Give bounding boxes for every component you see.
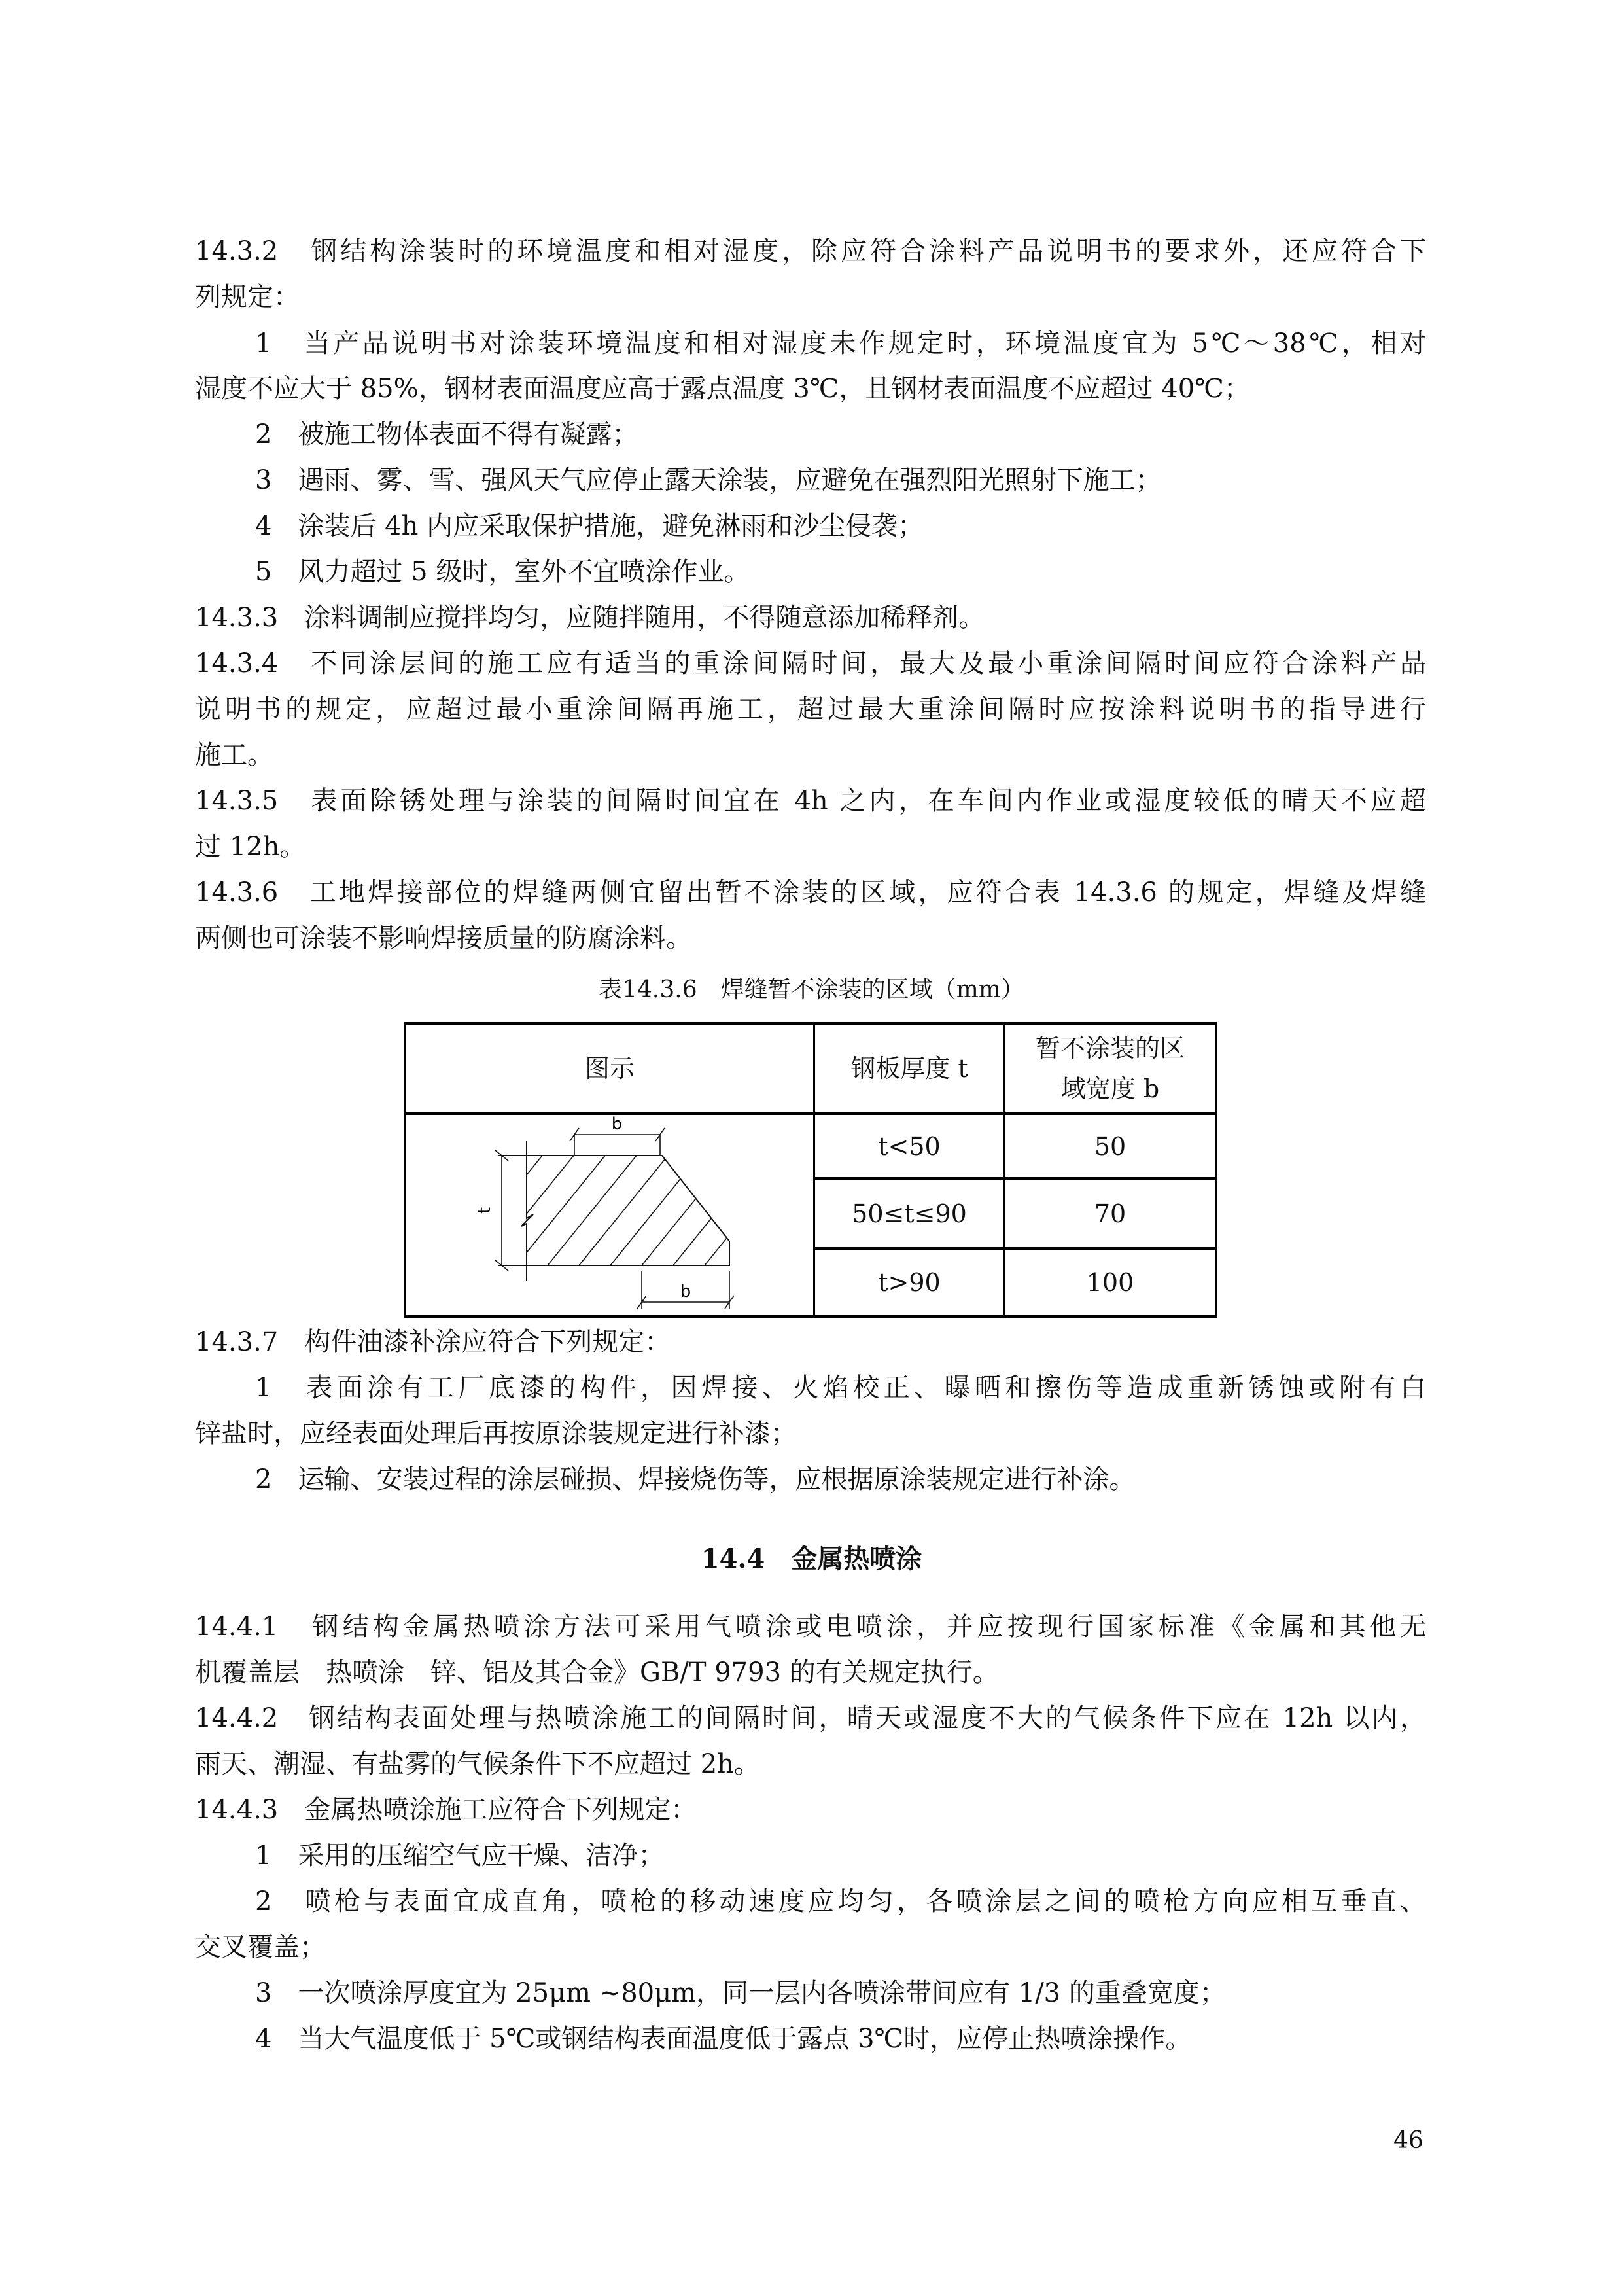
header-uncoated-width [1005, 1025, 1215, 1112]
page-number: 46 [1393, 2127, 1423, 2154]
header-uncoated-width-line-2: 域宽度 b [1060, 1074, 1160, 1103]
clause-14-4-3-item-4: 4 当大气温度低于 5℃或钢结构表面温度低于露点 3℃时，应停止热喷涂操作。 [255, 2024, 1192, 2054]
clause-14-3-2-item-3: 3 遇雨、雾、雪、强风天气应停止露天涂装，应避免在强烈阳光照射下施工； [255, 465, 1162, 495]
clause-14-4-3: 14.4.3 金属热喷涂施工应符合下列规定： [195, 1795, 697, 1825]
weld-zone-diagram [406, 1115, 813, 1315]
clause-14-4-3-item-3: 3 一次喷涂厚度宜为 25μm ~80μm，同一层内各喷涂带间应有 1/3 的重叠宽度； [255, 1978, 1226, 2008]
clause-14-4-3-item-2-line-2: 交叉覆盖； [195, 1932, 326, 1962]
section-heading-14-4: 14.4 金属热喷涂 [701, 1544, 922, 1574]
clause-14-3-7-item-1-line-2: 锌盐时，应经表面处理后再按原涂装规定进行补漆； [195, 1419, 797, 1449]
row-1-thickness: t<50 [878, 1131, 941, 1161]
clause-14-3-2-line-1: 14.3.2 钢结构涂装时的环境温度和相对湿度，除应符合涂料产品说明书的要求外，还应符合下 [195, 236, 1426, 266]
clause-14-4-1-line-2: 机覆盖层 热喷涂 锌、铝及其合金》GB/T 9793 的有关规定执行。 [195, 1657, 999, 1687]
clause-14-4-2-line-2: 雨天、潮湿、有盐雾的气候条件下不应超过 2h。 [195, 1749, 760, 1779]
row-2-width: 70 [1094, 1199, 1126, 1228]
clause-14-3-7-item-2: 2 运输、安装过程的涂层碰损、焊接烧伤等，应根据原涂装规定进行补涂。 [255, 1464, 1136, 1494]
clause-14-3-6-line-2: 两侧也可涂装不影响焊接质量的防腐涂料。 [195, 923, 692, 953]
header-figure: 图示 [584, 1054, 635, 1083]
bottom-width-dimension-label: b [680, 1282, 691, 1301]
clause-14-3-7-item-1-line-1: 1 表面涂有工厂底漆的构件，因焊接、火焰校正、曝晒和擦伤等造成重新锈蚀或附有白 [255, 1373, 1426, 1403]
table-border-right [1215, 1022, 1217, 1318]
row-3-thickness: t>90 [878, 1268, 941, 1297]
clause-14-4-3-item-1: 1 采用的压缩空气应干燥、洁净； [255, 1841, 665, 1871]
clause-14-3-4-line-1: 14.3.4 不同涂层间的施工应有适当的重涂间隔时间，最大及最小重涂间隔时间应符合涂料产品 [195, 648, 1426, 679]
row-2-thickness: 50≤t≤90 [852, 1199, 967, 1228]
clause-14-3-3: 14.3.3 涂料调制应搅拌均匀，应随拌随用，不得随意添加稀释剂。 [195, 603, 985, 633]
clause-14-3-5-line-2: 过 12h。 [195, 832, 306, 862]
clause-14-3-2-item-2: 2 被施工物体表面不得有凝露； [255, 419, 638, 450]
plate-outline [498, 1141, 729, 1281]
header-plate-thickness: 钢板厚度 t [850, 1054, 968, 1083]
clause-14-4-2-line-1: 14.4.2 钢结构表面处理与热喷涂施工的间隔时间，晴天或湿度不大的气候条件下应在 12h 以内， [195, 1703, 1426, 1733]
row-3-width: 100 [1086, 1268, 1134, 1297]
thickness-dimension-label: t [475, 1207, 495, 1214]
weld-uncoated-zone-table [404, 1022, 1217, 1317]
clause-14-3-7: 14.3.7 构件油漆补涂应符合下列规定： [195, 1327, 671, 1357]
hatched-section [453, 1128, 813, 1265]
clause-14-3-2-line-2: 列规定： [195, 282, 300, 312]
clause-14-4-1-line-1: 14.4.1 钢结构金属热喷涂方法可采用气喷涂或电喷涂，并应按现行国家标准《金属和其他无 [195, 1612, 1426, 1642]
clause-14-3-4-line-3: 施工。 [195, 740, 273, 770]
top-width-dimension-label: b [611, 1115, 623, 1134]
clause-14-3-6-line-1: 14.3.6 工地焊接部位的焊缝两侧宜留出暂不涂装的区域，应符合表 14.3.6 的规定，焊缝及焊缝 [195, 877, 1426, 908]
clause-14-3-2-item-1-line-2: 湿度不应大于 85%，钢材表面温度应高于露点温度 3℃，且钢材表面温度不应超过 40℃； [195, 374, 1250, 404]
header-uncoated-width-line-1: 暂不涂装的区 [1035, 1034, 1185, 1063]
clause-14-3-2-item-5: 5 风力超过 5 级时，室外不宜喷涂作业。 [255, 557, 750, 587]
clause-14-4-3-item-2-line-1: 2 喷枪与表面宜成直角，喷枪的移动速度应均匀，各喷涂层之间的喷枪方向应相互垂直、 [255, 1886, 1426, 1916]
clause-14-3-4-line-2: 说明书的规定，应超过最小重涂间隔再施工，超过最大重涂间隔时应按涂料说明书的指导进行 [195, 694, 1426, 724]
clause-14-3-2-item-4: 4 涂装后 4h 内应采取保护措施，避免淋雨和沙尘侵袭； [255, 511, 924, 541]
table-border-bottom [404, 1315, 1217, 1318]
row-1-width: 50 [1094, 1131, 1126, 1161]
table-caption: 表14.3.6 焊缝暂不涂装的区域（mm） [599, 976, 1024, 1003]
thickness-dimension [495, 1150, 508, 1271]
clause-14-3-2-item-1-line-1: 1 当产品说明书对涂装环境温度和相对湿度未作规定时，环境温度宜为 5℃～38℃，相对 [255, 328, 1426, 359]
clause-14-3-5-line-1: 14.3.5 表面除锈处理与涂装的间隔时间宜在 4h 之内，在车间内作业或湿度较低的晴天不应超 [195, 786, 1426, 816]
